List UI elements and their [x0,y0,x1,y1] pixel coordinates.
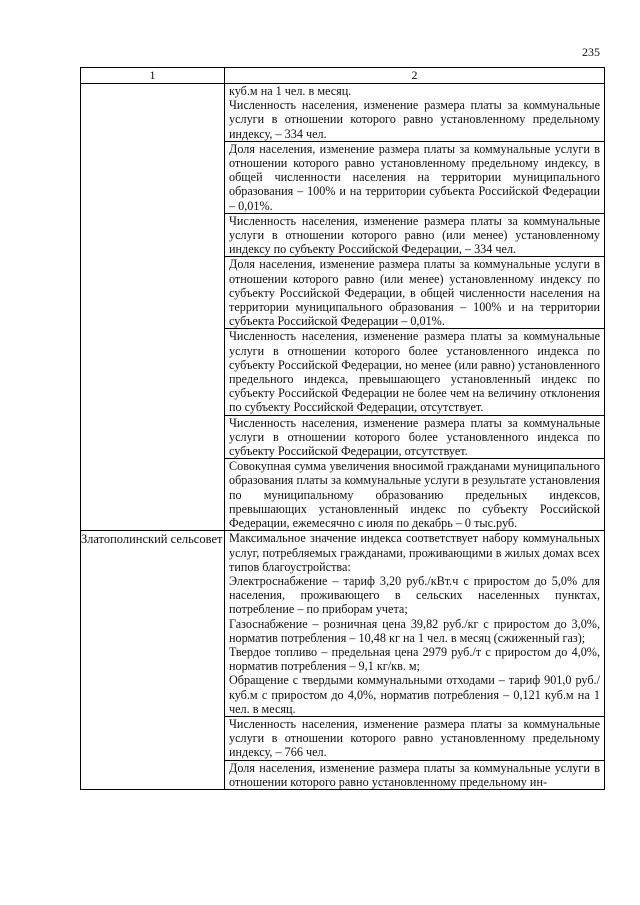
page-number: 235 [582,45,600,59]
row-content [225,84,605,531]
list-item: Доля населения, изменение размера платы за коммунальные услуги в отношении которого равно установленному предельному ин- [225,760,604,789]
row-content [225,531,605,790]
table-row [81,531,605,790]
list-item: Доля населения, изменение размера платы за коммунальные услуги в отношении которого равно (или менее) установленному индексу по субъекту Российской Федерации, в общей численности населения на территории муниципального образования – 100% и на территории субъекта Российской Федерации – 0,01%. [225,256,604,328]
list-item: Численность населения, изменение размера платы за коммунальные услуги в отношении которого более установленного индекса по субъекту Российской Федерации, но менее (или равно) установленного предельного индекса, превышающего установленный индекс по субъекту Российской Федерации не более чем на величину отклонения по субъекту Российской Федерации, отсутствует. [225,328,604,414]
data-table [80,67,605,790]
list-item: Твердое топливо – предельная цена 2979 руб./т с приростом до 4,0%, норматив потребления – 9,1 кг/кв. м; [229,644,600,674]
list-item: Максимальное значение индекса соответствует набору коммунальных услуг, потребляемых гражданами, проживающими в жилых домах всех типов благоустройства: [229,531,600,574]
list-item: Доля населения, изменение размера платы за коммунальные услуги в отношении которого равно установленному предельному индексу, в общей численности населения на территории муниципального образования – 100% и на территории субъекта Российской Федерации – 0,01%. [225,141,604,213]
list-item: Обращение с твердыми коммунальными отходами – тариф 901,0 руб./куб.м с приростом до 4,0%, норматив потребления – 0,121 куб.м на 1 чел. в месяц. [229,673,600,716]
row-label: Златополинский сельсовет [81,531,225,790]
list-item: Численность населения, изменение размера платы за коммунальные услуги в отношении которого более установленного индекса по субъекту Российской Федерации, отсутствует. [225,415,604,459]
column-header-1: 1 [81,68,225,84]
list-item: Численность населения, изменение размера платы за коммунальные услуги в отношении которого равно установленному предельному индексу, – 766 чел. [225,716,604,760]
table-row [81,84,605,531]
row-label [81,84,225,531]
list-item: куб.м на 1 чел. в месяц. [229,84,352,98]
list-item: Совокупная сумма увеличения вносимой гражданами муниципального образования платы за коммунальные услуги в результате установления по муниципальному образованию предельных индексов, превышающих установленный индекс по субъекту Российской Федерации, ежемесячно с июля по декабрь – 0 тыс.руб. [225,458,604,530]
list-item: Газоснабжение – розничная цена 39,82 руб./кг с приростом до 3,0%, норматив потребления – 10,48 кг на 1 чел. в месяц (сжиженный газ); [229,616,600,645]
column-header-2: 2 [225,68,605,84]
list-item: Численность населения, изменение размера платы за коммунальные услуги в отношении которого равно установленному предельному индексу, – 334 чел. [229,98,600,141]
list-item: Численность населения, изменение размера платы за коммунальные услуги в отношении которого равно (или менее) установленному индексу по субъекту Российской Федерации, – 334 чел. [225,213,604,257]
table-header-row [81,68,605,84]
list-item: Электроснабжение – тариф 3,20 руб./кВт.ч с приростом до 5,0% для населения, проживающего в сельских населенных пунктах, потребление – по приборам учета; [229,573,600,617]
